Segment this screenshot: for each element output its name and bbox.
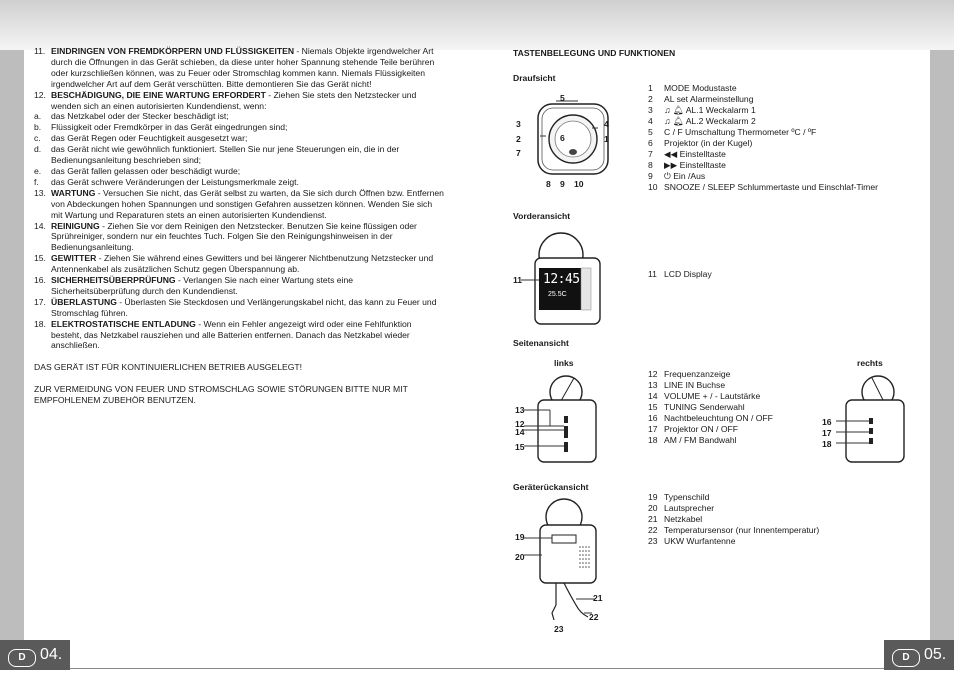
callout-label: 13	[515, 405, 525, 415]
item-title: SICHERHEITSÜBERPRÜFUNG	[51, 275, 176, 286]
callout-label: 8	[546, 179, 551, 189]
left-margin-bar	[0, 50, 24, 668]
list-item: 5 C / F Umschaltung Thermometer ºC / ºF	[648, 127, 817, 137]
item-text: - Versuchen Sie nicht, das Gerät selbst zu warten, da Sie sich durch Öffnen bzw. Entfernen von Abdeckungen hohen Spannungen und sonstigen Gefahren aussetzen können. Wenden Sie sich mit Wartung und Reparaturen stets an einen autorisierten Kundendienst.	[51, 187, 444, 220]
list-item: 18 AM / FM Bandwahl	[648, 435, 737, 445]
callout-label: 16	[822, 417, 832, 427]
back-view-list	[648, 492, 908, 547]
section-title-back: Geräterückansicht	[513, 482, 589, 492]
callout-label: 23	[554, 624, 564, 634]
page-number-right	[884, 640, 954, 670]
item-title: BESCHÄDIGUNG, DIE EINE WARTUNG ERFORDERT	[51, 89, 266, 100]
list-item: 6 Projektor (in der Kugel)	[648, 138, 753, 148]
item-title: ELEKTROSTATISCHE ENTLADUNG	[51, 318, 196, 329]
item-text: - Wenn ein Fehler angezeigt wird oder eine Fehlfunktion besteht, das Netzkabel rausziehen und alle Batterien entfernen. Danach das Netzkabel wieder anschließen.	[51, 318, 412, 351]
item-text: - Verlangen Sie nach einer Wartung stets eine Sicherheitsüberprüfung durch den Kundendienst.	[51, 275, 354, 296]
callout-label: 12	[515, 419, 525, 429]
sub-item: f. das Gerät schwere Veränderungen der Leistungsmerkmale zeigt.	[34, 176, 299, 187]
list-item: 20 Lautsprecher	[648, 503, 715, 513]
callout-label: 6	[560, 133, 565, 143]
callout-label: 21	[593, 593, 603, 603]
page-number: 04.	[40, 646, 63, 663]
list-item: 14. REINIGUNG - Ziehen Sie vor dem Reinigen den Netzstecker. Benutzen Sie keine flüssigen oder Sprühreiniger, sondern nur ein feuchtes Tuch. Folgen Sie den Reinigungshinweisen in der Bedienungsanleitung.	[34, 220, 417, 253]
language-badge: D	[892, 649, 920, 667]
callout-label: 1	[604, 134, 609, 144]
callout-label: 11	[513, 275, 523, 285]
item-text: - Niemals Objekte irgendwelcher Art durch die Öffnungen in das Gerät schieben, da diese unter hoher Spannung stehende Teile berühren oder kurzschließen können, was zu Feuer oder Stromschlag kommen kann. Niemals Flüssigkeiten irgendwelcher Art auf dem Gerät verschütten. Bitte demontieren Sie das Gerät nicht!	[51, 46, 435, 89]
language-badge: D	[8, 649, 36, 667]
sub-item: d. das Gerät nicht wie gewöhnlich funktioniert. Stellen Sie nur jene Steuerungen ein, die in der Bedienungsanleitung beschrieben sind;	[34, 144, 400, 166]
front-view-list	[648, 269, 908, 280]
list-item: 16 Nachtbeleuchtung ON / OFF	[648, 413, 773, 423]
music-note-icon: ♫	[664, 105, 671, 115]
list-item: 11. EINDRINGEN VON FREMDKÖRPERN UND FLÜSSIGKEITEN - Niemals Objekte irgendwelcher Art durch die Öffnungen in das Gerät schieben, da diese unter hoher Spannung stehende Teile berühren oder kurzschließen können, was zu Feuer oder Stromschlag kommen kann. Niemals Flüssigkeiten irgendwelcher Art auf dem Gerät verschütten. Bitte demontieren Sie das Gerät nicht!	[34, 46, 435, 89]
rewind-icon: ◀◀	[664, 149, 678, 159]
item-text: - Ziehen Sie während eines Gewitters und bei längerer Nichtbenutzung Netzstecker und Antennenkabel als zusätzlichen Schutz gegen Überspannung ab.	[51, 253, 434, 275]
section-title-front: Vorderansicht	[513, 211, 571, 221]
list-item: 11 LCD Display	[648, 269, 712, 279]
accessory-note: ZUR VERMEIDUNG VON FEUER UND STROMSCHLAG SOWIE STÖRUNGEN BITTE NUR MIT EMPFOHLENEM ZUBEHÖR BENUTZEN.	[34, 384, 408, 406]
callout-label: 7	[516, 148, 521, 158]
side-left-label: links	[554, 358, 574, 368]
list-item: 3 ♫ 🔔︎ AL.1 Weckalarm 1	[648, 105, 756, 115]
callout-label: 14	[515, 427, 525, 437]
sub-item: b. Flüssigkeit oder Fremdkörper in das Gerät eingedrungen sind;	[34, 122, 288, 133]
page-number: 05.	[924, 646, 947, 663]
section-title-side: Seitenansicht	[513, 338, 569, 348]
page-number-left	[0, 640, 70, 670]
lcd-time: 12:45	[543, 272, 580, 287]
list-item: 13. WARTUNG - Versuchen Sie nicht, das Gerät selbst zu warten, da Sie sich durch Öffnen bzw. Entfernen von Abdeckungen hohen Spannungen und sonstigen Gefahren aussetzen können. Wenden Sie sich mit Wartung und Reparaturen stets an einen autorisierten Kundendienst.	[34, 187, 444, 220]
music-note-icon: ♫	[664, 116, 671, 126]
bell-icon: 🔔︎	[672, 105, 684, 115]
list-item: 17 Projektor ON / OFF	[648, 424, 739, 434]
list-item: 9 ⏻ Ein /Aus	[648, 171, 706, 181]
item-title: WARTUNG	[51, 187, 96, 198]
callout-label: 2	[516, 134, 521, 144]
callout-label: 22	[589, 612, 599, 622]
list-item: 18. ELEKTROSTATISCHE ENTLADUNG - Wenn ein Fehler angezeigt wird oder eine Fehlfunktion besteht, das Netzkabel rausziehen und alle Batterien entfernen. Danach das Netzkabel wieder anschließen.	[34, 318, 412, 351]
list-item: 2 AL set Alarmeinstellung	[648, 94, 754, 104]
bell-icon: 🔔︎	[672, 116, 684, 126]
item-text: - Ziehen Sie stets den Netzstecker und wenden sich an einen autorisierten Kundendienst, wenn:	[51, 89, 417, 111]
sub-item: e. das Gerät fallen gelassen oder beschädigt wurde;	[34, 165, 241, 176]
continuous-operation-note: DAS GERÄT IST FÜR KONTINUIERLICHEN BETRIEB AUSGELEGT!	[34, 362, 303, 373]
top-view-list	[648, 83, 908, 193]
list-item: 19 Typenschild	[648, 492, 710, 502]
callout-label: 18	[822, 439, 832, 449]
header-band	[0, 0, 954, 50]
sub-item: c. das Gerät Regen oder Feuchtigkeit ausgesetzt war;	[34, 133, 248, 144]
item-title: EINDRINGEN VON FREMDKÖRPERN UND FLÜSSIGKEITEN	[51, 46, 295, 56]
callout-label: 20	[515, 552, 525, 562]
item-title: ÜBERLASTUNG	[51, 296, 117, 307]
side-view-left-diagram	[528, 370, 608, 470]
callout-label: 3	[516, 119, 521, 129]
callout-label: 4	[604, 119, 609, 129]
callout-label: 17	[822, 428, 832, 438]
callout-label: 5	[560, 93, 565, 103]
item-text: - Überlasten Sie Steckdosen und Verlängerungskabel nicht, das kann zu Feuer und Stromschlag führen.	[51, 296, 437, 318]
item-title: GEWITTER	[51, 253, 97, 264]
callout-label: 9	[560, 179, 565, 189]
list-item: 13 LINE IN Buchse	[648, 380, 726, 390]
list-item: 21 Netzkabel	[648, 514, 703, 524]
list-item: 16. SICHERHEITSÜBERPRÜFUNG - Verlangen Sie nach einer Wartung stets eine Sicherheitsüberprüfung durch den Kundendienst.	[34, 275, 354, 296]
callout-label: 15	[515, 442, 525, 452]
list-item: 8 ▶▶ Einstelltaste	[648, 160, 726, 170]
item-text: - Ziehen Sie vor dem Reinigen den Netzstecker. Benutzen Sie keine flüssigen oder Sprühreiniger, sondern nur ein feuchtes Tuch. Folgen Sie den Reinigungshinweisen in der Bedienungsanleitung.	[51, 220, 417, 253]
list-item: 22 Temperatursensor (nur Innentemperatur)	[648, 525, 820, 535]
list-item: 4 ♫ 🔔︎ AL.2 Weckalarm 2	[648, 116, 756, 126]
list-item: 15. GEWITTER - Ziehen Sie während eines Gewitters und bei längerer Nichtbenutzung Netzstecker und Antennenkabel als zusätzlichen Schutz gegen Überspannung ab.	[34, 253, 434, 275]
back-view-diagram	[528, 495, 618, 630]
callout-label: 10	[574, 179, 584, 189]
list-item: 17. ÜBERLASTUNG - Überlasten Sie Steckdosen und Verlängerungskabel nicht, das kann zu Feuer und Stromschlag führen.	[34, 296, 437, 318]
list-item: 14 VOLUME + / - Lautstärke	[648, 391, 761, 401]
list-item: 12 Frequenzanzeige	[648, 369, 731, 379]
page-title: TASTENBELEGUNG UND FUNKTIONEN	[513, 48, 676, 58]
list-item: 15 TUNING Senderwahl	[648, 402, 745, 412]
fast-forward-icon: ▶▶	[664, 160, 678, 170]
list-item: 10 SNOOZE / SLEEP Schlummertaste und Einschlaf-Timer	[648, 182, 878, 192]
list-item: 1 MODE Modustaste	[648, 83, 737, 93]
sub-item: a. das Netzkabel oder der Stecker beschädigt ist;	[34, 111, 229, 122]
callout-label: 19	[515, 532, 525, 542]
safety-instructions	[34, 46, 444, 406]
list-item: 7 ◀◀ Einstelltaste	[648, 149, 726, 159]
list-item: 12. BESCHÄDIGUNG, DIE EINE WARTUNG ERFORDERT - Ziehen Sie stets den Netzstecker und wenden sich an einen autorisierten Kundendienst, wenn:	[34, 89, 417, 111]
side-right-label: rechts	[857, 358, 883, 368]
power-icon: ⏻	[664, 171, 671, 181]
item-title: REINIGUNG	[51, 220, 100, 231]
right-margin-bar	[930, 50, 954, 668]
side-view-right-diagram	[838, 370, 918, 470]
section-title-top: Draufsicht	[513, 73, 556, 83]
lcd-temperature: 25.5C	[548, 291, 567, 298]
list-item: 23 UKW Wurfantenne	[648, 536, 736, 546]
